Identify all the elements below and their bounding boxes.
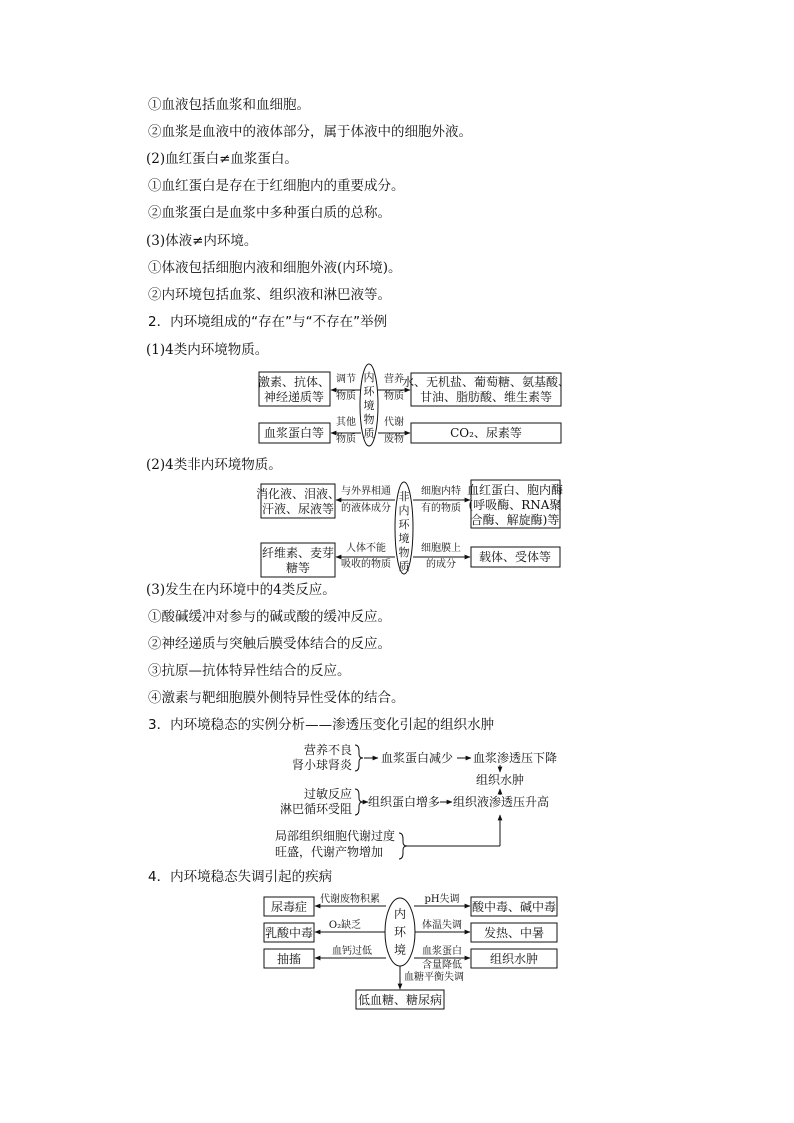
center-char-1: 内 (363, 371, 375, 384)
section-heading-2: 2．内环境组成的“存在”与“不存在”举例 (148, 314, 388, 330)
box-carriers-text: 载体、受体等 (478, 550, 552, 564)
label-waste-2: 废物 (384, 434, 404, 445)
label-membrane-2: 的成分 (426, 559, 456, 570)
center2-char-2: 内 (398, 504, 410, 517)
center2-char-3: 环 (398, 518, 410, 531)
box-digestive-line1: 消化液、泪液、 (255, 487, 341, 501)
label-external-1: 与外界相通 (341, 486, 391, 497)
text-line-7: ①酸碱缓冲对参与的碱或酸的缓冲反应。 (148, 609, 391, 625)
box-edema-text: 组织水肿 (489, 952, 539, 966)
box-hormones-line1: 激素、抗体、 (257, 375, 331, 389)
diagram-homeostasis-diseases (264, 892, 557, 1009)
label-ph: pH失调 (424, 894, 460, 905)
label-lactic: O₂缺乏 (328, 920, 362, 931)
text-line-3: ①血红蛋白是存在于红细胞内的重要成分。 (148, 178, 405, 194)
label-unabsorbable-2: 吸收的物质 (341, 559, 391, 570)
cause2-line1: 过敏反应 (303, 787, 352, 801)
box-waste-text: CO₂、尿素等 (450, 426, 522, 440)
subheading-3: (3)体液≠内环境。 (146, 233, 258, 249)
box-cellulose-line1: 纤维素、麦芽 (261, 546, 335, 560)
text-line-8: ②神经递质与突触后膜受体结合的反应。 (148, 636, 391, 652)
box-nutrients-line1: 水、无机盐、葡萄糖、氨基酸、 (401, 375, 571, 389)
center-char-4: 物 (363, 413, 375, 426)
label-nutrient-1: 营养 (384, 374, 404, 385)
brace-cause1 (355, 745, 363, 771)
brace-cause2 (355, 789, 363, 815)
diagram-tissue-edema (275, 742, 557, 859)
cause3-line2: 旺盛，代谢产物增加 (275, 845, 384, 859)
text-line-9: ③抗原—抗体特异性结合的反应。 (148, 663, 351, 679)
step1b: 血浆渗透压下降 (473, 751, 558, 765)
center4-char-2: 环 (393, 925, 407, 939)
box-convulsion-text: 抽搐 (276, 952, 302, 966)
label-unabsorbable-1: 人体不能 (346, 543, 386, 554)
box-hemoglobin-line1: 血红蛋白、胞内酶 (466, 483, 564, 497)
diagram-internal-env-substances (258, 364, 570, 446)
center2-char-5: 物 (398, 546, 410, 559)
label-blood-sugar: 血糖平衡失调 (404, 972, 464, 983)
label-convulsion: 血钙过低 (332, 946, 372, 957)
text-line-1: ①血液包括血浆和血细胞。 (148, 97, 310, 113)
label-intracellular-1: 细胞内特 (421, 486, 461, 497)
label-waste-1: 代谢 (384, 417, 404, 428)
label-other-1: 其他 (336, 417, 356, 428)
label-plasma-protein-1: 血浆蛋白 (422, 946, 462, 957)
label-membrane-1: 细胞膜上 (421, 543, 461, 554)
result-edema: 组织水肿 (475, 773, 525, 787)
label-nutrient-2: 物质 (384, 391, 404, 402)
box-fever-text: 发热、中暑 (483, 926, 545, 940)
center4-char-3: 境 (393, 943, 407, 957)
center2-char-1: 非 (398, 490, 410, 503)
label-regulatory-2: 物质 (336, 391, 356, 402)
brace-cause3 (399, 833, 407, 859)
center2-char-6: 质 (398, 560, 410, 573)
label-external-2: 的液体成分 (341, 503, 391, 514)
section-heading-3: 3．内环境稳态的实例分析——渗透压变化引起的组织水肿 (148, 717, 495, 733)
label-uremia: 代谢废物积累 (320, 894, 380, 905)
box-plasma-protein-text: 血浆蛋白等 (263, 426, 325, 440)
box-acidosis-text: 酸中毒、碱中毒 (471, 900, 557, 914)
diagram-non-internal-env-substances (256, 480, 563, 577)
center4-char-1: 内 (393, 907, 407, 921)
box-uremia-text: 尿毒症 (270, 900, 308, 914)
box-hemoglobin-line3: 合酶、解旋酶)等 (470, 513, 560, 527)
label-plasma-protein-2: 含量降低 (422, 960, 462, 971)
text-line-2: ②血浆是血液中的液体部分，属于体液中的细胞外液。 (148, 124, 472, 140)
label-other-2: 物质 (336, 434, 356, 445)
box-cellulose-line2: 糖等 (285, 561, 311, 575)
cause1-line2: 肾小球肾炎 (291, 758, 352, 772)
box-hormones-line2: 神经递质等 (263, 390, 325, 404)
text-line-5: ①体液包括细胞内液和细胞外液(内环境)。 (148, 260, 402, 276)
box-nutrients-line2: 甘油、脂肪酸、维生素等 (419, 390, 553, 404)
step2a: 组织蛋白增多 (368, 795, 441, 809)
label-temperature: 体温失调 (422, 920, 462, 931)
box-hemoglobin-line2: (呼吸酶、RNA聚 (468, 498, 562, 512)
box-digestive-line2: 汗液、尿液等 (261, 502, 335, 516)
center-char-2: 环 (363, 385, 375, 398)
text-line-4: ②血浆蛋白是血浆中多种蛋白质的总称。 (148, 205, 391, 221)
label-regulatory-1: 调节 (336, 374, 356, 385)
text-line-6: ②内环境包括血浆、组织液和淋巴液等。 (148, 287, 391, 303)
subheading-4-2: (2)4类非内环境物质。 (146, 457, 282, 473)
subheading-2: (2)血红蛋白≠血浆蛋白。 (146, 151, 298, 167)
label-intracellular-2: 有的物质 (421, 503, 461, 514)
box-lactic-text: 乳酸中毒 (264, 926, 314, 940)
center2-char-4: 境 (398, 532, 410, 545)
cause2-line2: 淋巴循环受阻 (279, 802, 352, 816)
step2b: 组织液渗透压升高 (453, 795, 550, 809)
box-diabetes-text: 低血糖、糖尿病 (357, 993, 443, 1007)
cause3-line1: 局部组织细胞代谢过度 (275, 829, 396, 843)
subheading-4-1: (1)4类内环境物质。 (146, 342, 269, 358)
text-line-10: ④激素与靶细胞膜外侧特异性受体的结合。 (148, 690, 405, 706)
step1a: 血浆蛋白减少 (381, 751, 454, 765)
section-heading-4: 4．内环境稳态失调引起的疾病 (148, 869, 333, 885)
center-char-5: 质 (363, 427, 375, 440)
cause1-line1: 营养不良 (303, 743, 352, 757)
subheading-4-3: (3)发生在内环境中的4类反应。 (146, 582, 336, 598)
center-char-3: 境 (363, 399, 375, 412)
